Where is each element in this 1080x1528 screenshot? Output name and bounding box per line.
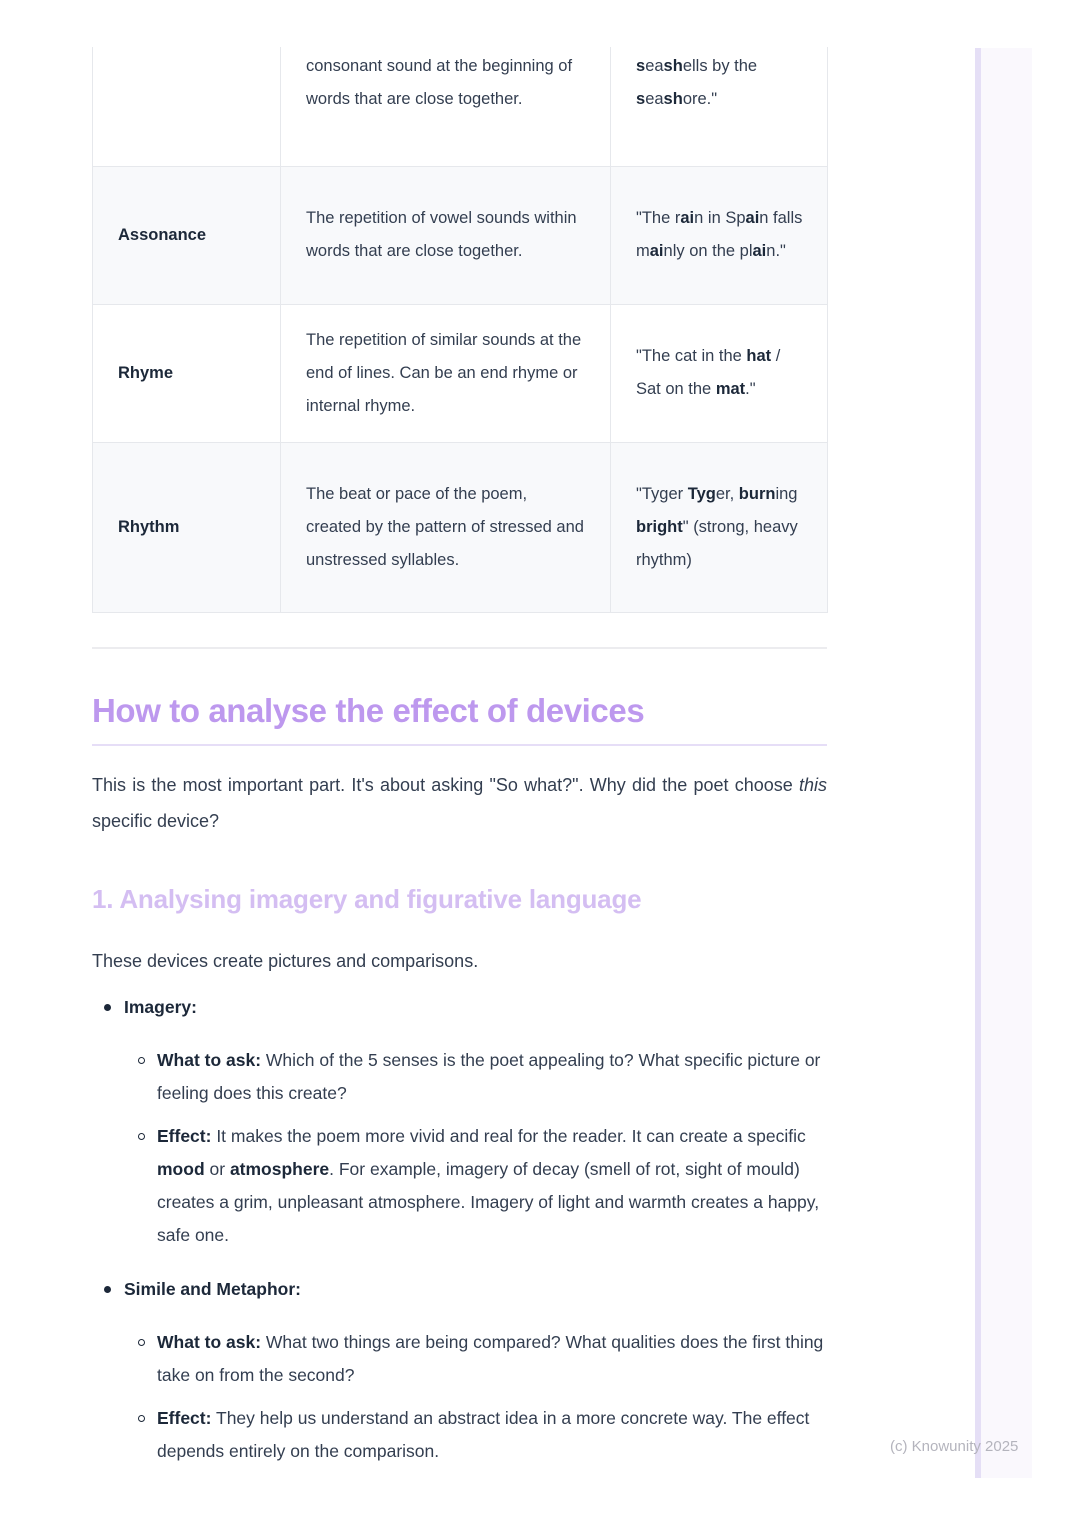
bullet-item-imagery: Imagery: [92,991,827,1024]
bullet-item-simile-metaphor: Simile and Metaphor: [92,1273,827,1306]
term-cell [93,47,281,166]
term-cell: Rhyme [93,304,281,442]
bullet-circle-icon [138,1044,157,1077]
table-row-assonance [93,166,828,304]
table-row-rhythm [93,442,828,612]
sub-bullet-what-to-ask: What to ask: Which of the 5 senses is the poet appealing to? What specific picture or feeling does this create? [92,1044,827,1110]
subsection-intro: These devices create pictures and comparisons. [92,950,479,971]
imagery-sublist [92,1044,827,1252]
table-row-alliteration-continued [93,47,828,166]
bullet-dot-icon [104,991,124,1024]
example-cell: "The rain in Spain falls mainly on the plain." [611,166,828,304]
definition-cell: The repetition of similar sounds at the end of lines. Can be an end rhyme or internal rhyme. [281,304,611,442]
definition-cell: The repetition of vowel sounds within words that are close together. [281,166,611,304]
copyright-watermark: (c) Knowunity 2025 [890,1438,1019,1455]
heading-underline [92,744,827,746]
document-content [92,0,827,1468]
example-cell: "The cat in the hat / Sat on the mat." [611,304,828,442]
intro-paragraph: This is the most important part. It's about asking "So what?". Why did the poet choose this specific device? [92,774,827,831]
term-cell: Rhythm [93,442,281,612]
bullet-dot-icon [104,1273,124,1306]
analysis-list [92,991,827,1468]
table-row-rhyme [93,304,828,442]
sub-bullet-effect: Effect: It makes the poem more vivid and real for the reader. It can create a specific mood or atmosphere. For example, imagery of decay (smell of rot, sight of mould) creates a grim, unpleasant atmosphere. Imagery of light and warmth creates a happy, safe one. [92,1120,827,1252]
sub-bullet-effect: Effect: They help us understand an abstract idea in a more concrete way. The effect depends entirely on the comparison. [92,1402,827,1468]
section-divider [92,647,827,649]
sub-bullet-what-to-ask: What to ask: What two things are being compared? What qualities does the first thing take on from the second? [92,1326,827,1392]
subsection-title: 1. Analysing imagery and figurative language [92,883,642,914]
bullet-circle-icon [138,1326,157,1359]
example-cell: seashells by the seashore." [611,47,828,166]
bullet-circle-icon [138,1402,157,1435]
poetic-devices-table [92,47,828,613]
definition-cell: The beat or pace of the poem, created by the pattern of stressed and unstressed syllables. [281,442,611,612]
page-title: How to analyse the effect of devices [92,691,645,729]
page-edge-strip [975,48,1032,1478]
term-cell: Assonance [93,166,281,304]
example-cell: "Tyger Tyger, burning bright" (strong, heavy rhythm) [611,442,828,612]
simile-sublist [92,1326,827,1468]
definition-cell: consonant sound at the beginning of words that are close together. [281,47,611,166]
bullet-circle-icon [138,1120,157,1153]
